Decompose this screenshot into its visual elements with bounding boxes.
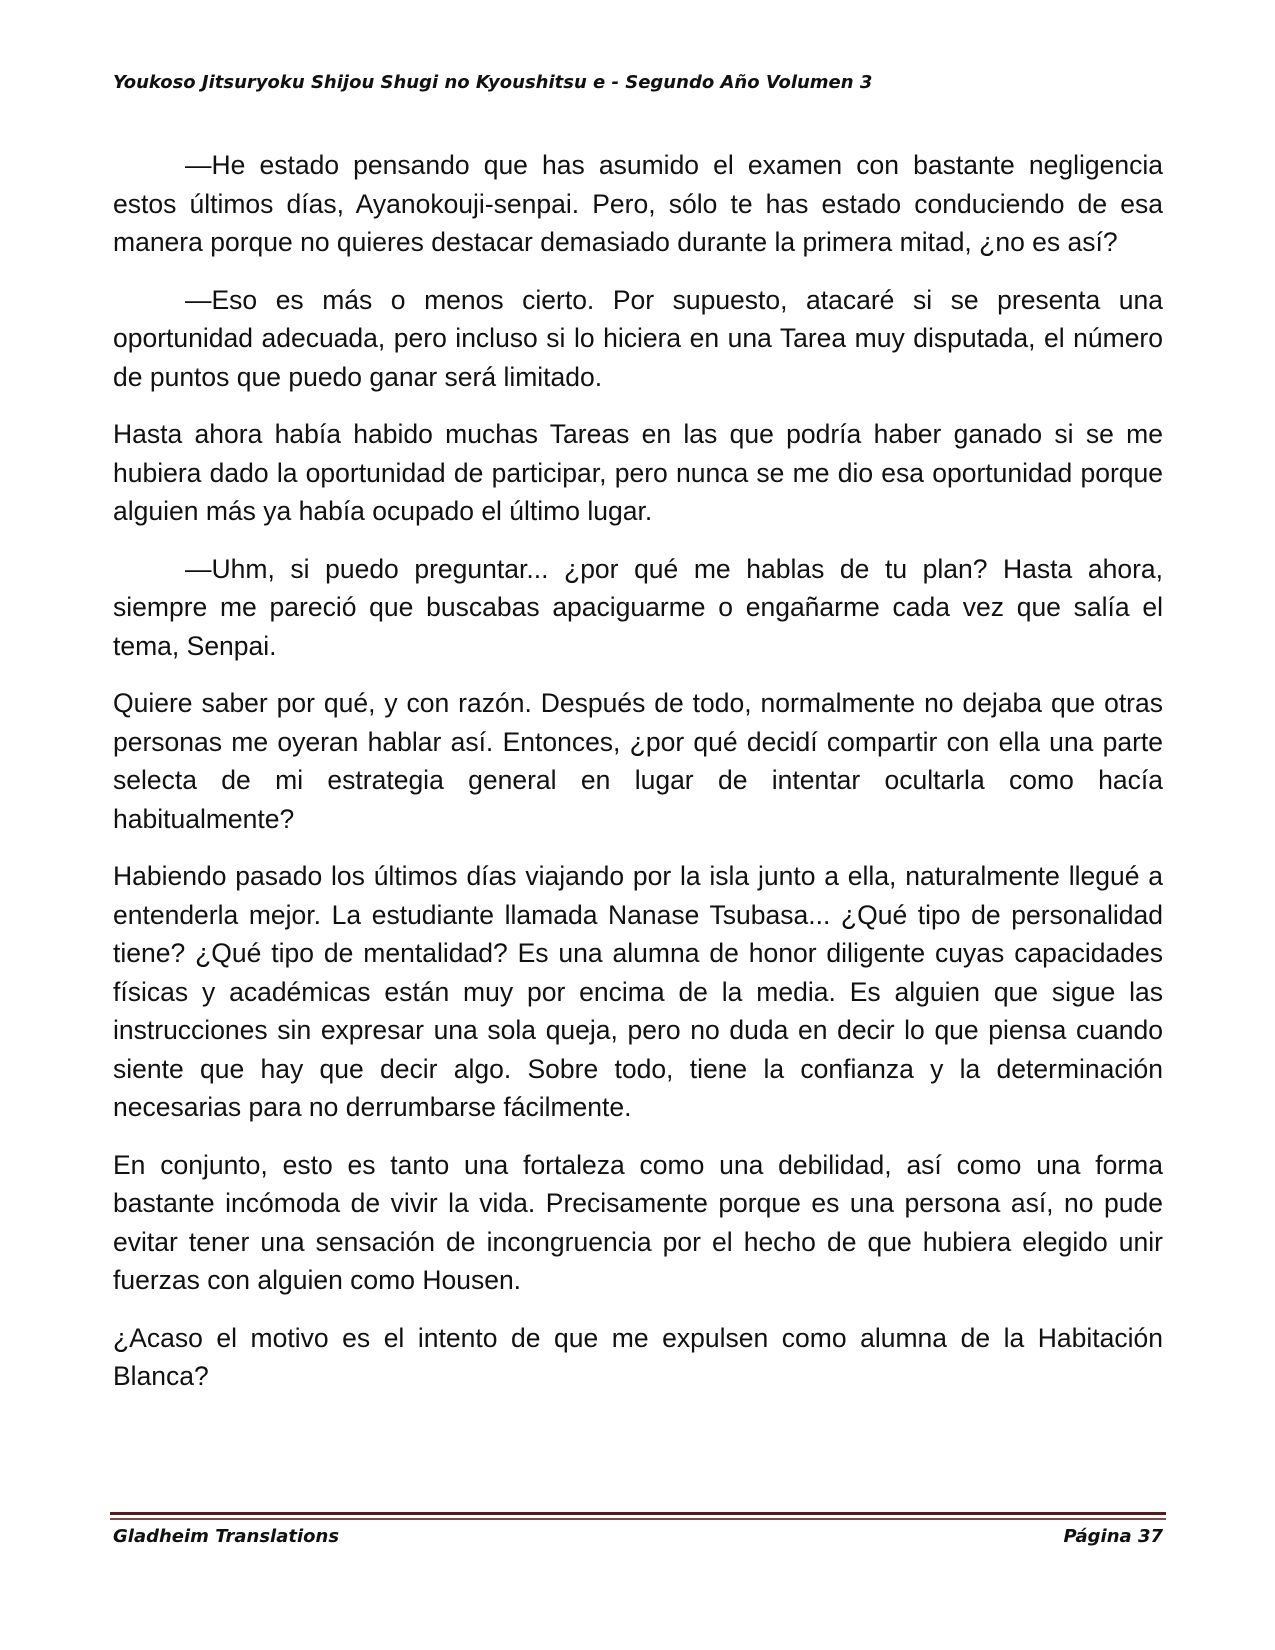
footer-divider-thin [110, 1518, 1166, 1520]
dialogue-paragraph: —Uhm, si puedo preguntar... ¿por qué me hablas de tu plan? Hasta ahora, siempre me pareció que buscabas apaciguarme o engañarme cada vez que salía el tema, Senpai. [113, 553, 1163, 661]
dialogue-paragraph: —Eso es más o menos cierto. Por supuesto, atacaré si se presenta una oportunidad adecuada, pero incluso si lo hiciera en una Tarea muy disputada, el número de puntos que puedo ganar será limitado. [113, 284, 1163, 392]
narration-paragraph: ¿Acaso el motivo es el intento de que me expulsen como alumna de la Habitación Blanca? [113, 1322, 1163, 1391]
footer-divider [110, 1512, 1166, 1515]
page-body [113, 146, 1163, 1415]
narration-paragraph: Hasta ahora había habido muchas Tareas en las que podría haber ganado si se me hubiera dado la oportunidad de participar, pero nunca se me dio esa oportunidad porque alguien más ya había ocupado el último lugar. [113, 419, 1163, 526]
narration-paragraph: En conjunto, esto es tanto una fortaleza como una debilidad, así como una forma bastante incómoda de vivir la vida. Precisamente porque es una persona así, no pude evitar tener una sensación de incongruencia por el hecho de que hubiera elegido unir fuerzas con alguien como Housen. [113, 1149, 1163, 1295]
footer-page-number: Página 37 [1063, 1526, 1163, 1547]
narration-paragraph: Quiere saber por qué, y con razón. Después de todo, normalmente no dejaba que otras personas me oyeran hablar así. Entonces, ¿por qué decidí compartir con ella una parte selecta de mi estrategia general en lugar de intentar ocultarla como hacía habitualmente? [113, 688, 1163, 834]
narration-paragraph: Habiendo pasado los últimos días viajando por la isla junto a ella, naturalmente llegué a entenderla mejor. La estudiante llamada Nanase Tsubasa... ¿Qué tipo de personalidad tiene? ¿Qué tipo de mentalidad? Es una alumna de honor diligente cuyas capacidades físicas y académicas están muy por encima de la media. Es alguien que sigue las instrucciones sin expresar una sola queja, pero no duda en decir lo que piensa cuando siente que hay que decir algo. Sobre todo, tiene la confianza y la determinación necesarias para no derrumbarse fácilmente. [113, 861, 1163, 1122]
page-header-title: Youkoso Jitsuryoku Shijou Shugi no Kyoushitsu e - Segundo Año Volumen 3 [113, 72, 873, 93]
dialogue-paragraph: —He estado pensando que has asumido el examen con bastante negligencia estos últimos días, Ayanokouji-senpai. Pero, sólo te has estado conduciendo de esa manera porque no quieres destacar demasiado durante la primera mitad, ¿no es así? [113, 150, 1163, 257]
footer-translator: Gladheim Translations [113, 1526, 340, 1547]
